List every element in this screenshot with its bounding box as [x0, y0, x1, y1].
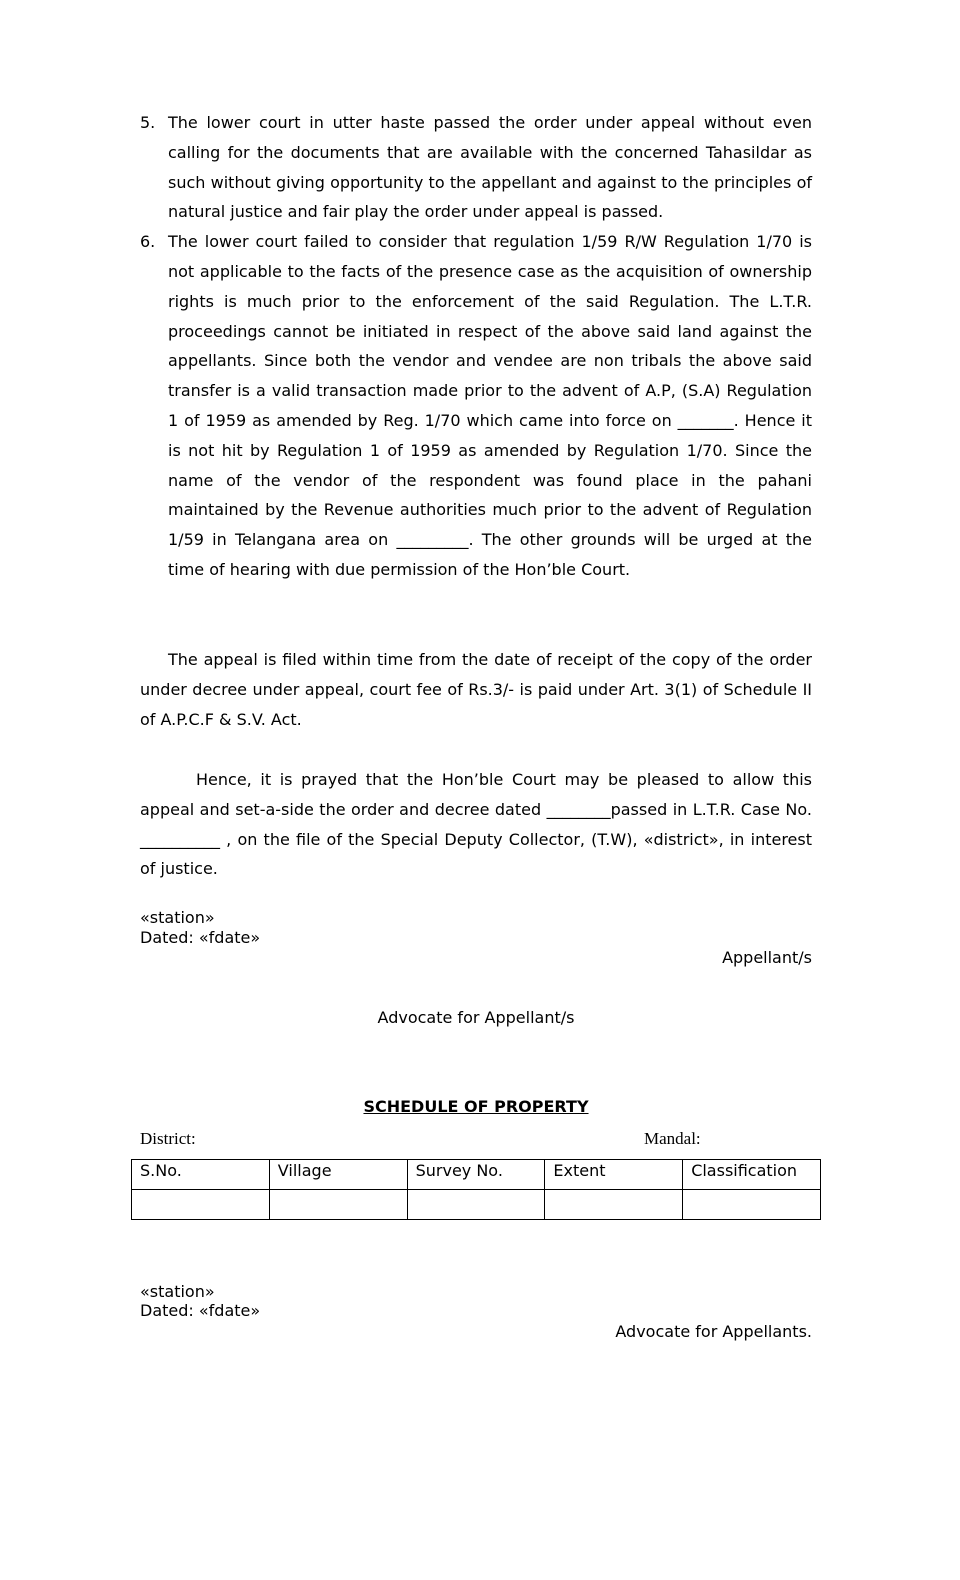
prayer-paragraph: Hence, it is prayed that the Hon’ble Court may be pleased to allow this appeal and set-a-side the order and decree dated ________passed in L.T.R. Case No. __________ , on the file of the Special Deputy Collector, (T.W), «district», in interest of justice. [140, 770, 812, 879]
ground-text: The lower court in utter haste passed the order under appeal without even calling for the documents that are available with the concerned Tahasildar as such without giving opportunity to the appellant and against to the principles of natural justice and fair play the order under appeal is passed. [168, 113, 812, 222]
table-header-row [132, 1160, 821, 1190]
table-cell [683, 1190, 821, 1220]
table-cell [545, 1190, 683, 1220]
dated-line-2: Dated: «fdate» [140, 1301, 261, 1320]
ground-number: 5. [140, 113, 156, 132]
station-placeholder: «station» [140, 908, 215, 927]
column-header-sno: S.No. [132, 1160, 270, 1190]
table-row [132, 1190, 821, 1220]
mandal-label: Mandal: [644, 1129, 701, 1148]
schedule-heading: SCHEDULE OF PROPERTY [363, 1097, 589, 1116]
schedule-table [131, 1159, 821, 1220]
dated-line: Dated: «fdate» [140, 928, 261, 947]
station-placeholder-2: «station» [140, 1282, 215, 1301]
district-label: District: [140, 1129, 196, 1148]
ground-item-6 [140, 227, 812, 585]
ground-text: The lower court failed to consider that regulation 1/59 R/W Regulation 1/70 is not applicable to the facts of the presence case as the acquisition of ownership rights is much prior to the enforcement of the said Regulation. The L.T.R. proceedings cannot be initiated in respect of the above said land against the appellants. Since both the vendor and vendee are non tribals the above said transfer is a valid transaction made prior to the advent of A.P, (S.A) Regulation 1 of 1959 as amended by Reg. 1/70 which came into force on _______. Hence it is not hit by Regulation 1 of 1959 as amended by Regulation 1/70. Since the name of the vendor of the respondent was found place in the pahani maintained by the Revenue authorities much prior to the advent of Regulation 1/59 in Telangana area on _________. The other grounds will be urged at the time of hearing with due permission of the Hon’ble Court. [168, 232, 812, 579]
column-header-extent: Extent [545, 1160, 683, 1190]
ground-item-5 [140, 108, 812, 227]
table-cell [269, 1190, 407, 1220]
table-cell [407, 1190, 545, 1220]
advocate-signature-label: Advocate for Appellant/s [377, 1008, 575, 1027]
column-header-survey-no: Survey No. [407, 1160, 545, 1190]
table-cell [132, 1190, 270, 1220]
appellant-signature-label: Appellant/s [722, 948, 812, 967]
appeal-paragraph: The appeal is filed within time from the date of receipt of the copy of the order under decree under appeal, court fee of Rs.3/- is paid under Art. 3(1) of Schedule II of A.P.C.F & S.V. Act. [140, 650, 812, 729]
grounds-list [140, 108, 812, 585]
ground-number: 6. [140, 232, 156, 252]
column-header-village: Village [269, 1160, 407, 1190]
column-header-classification: Classification [683, 1160, 821, 1190]
advocate-signature-label-2: Advocate for Appellants. [615, 1322, 812, 1341]
